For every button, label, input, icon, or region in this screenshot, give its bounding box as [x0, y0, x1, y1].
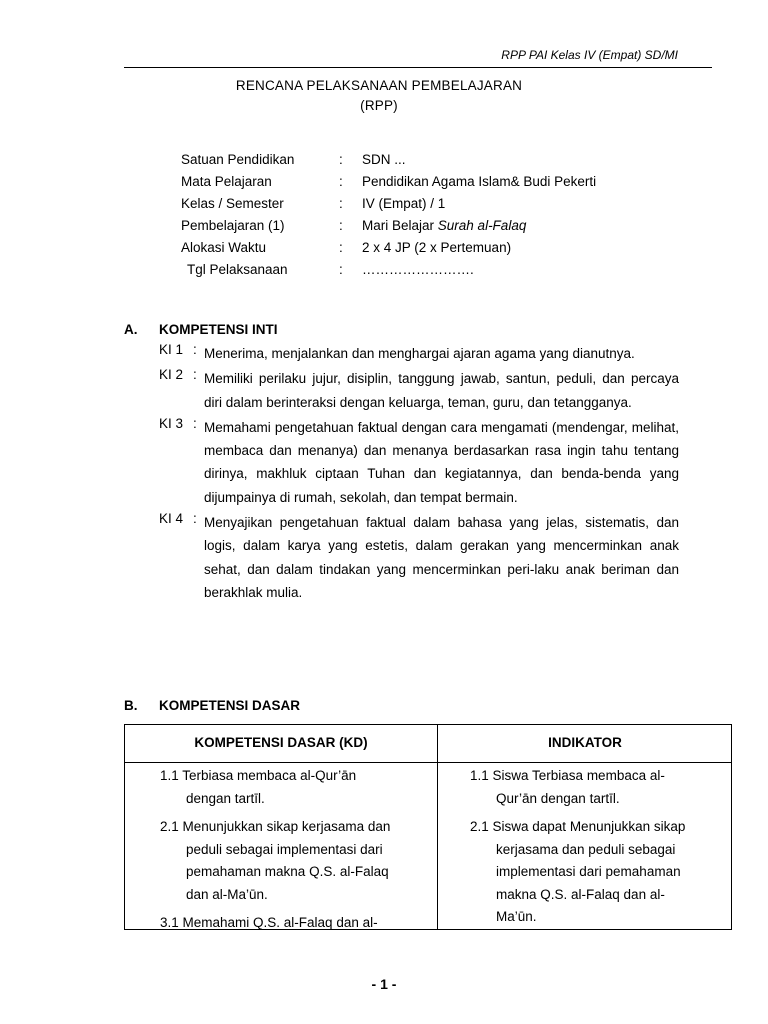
kompetensi-dasar-table — [124, 724, 732, 930]
identity-colon: : — [339, 240, 343, 255]
ki-item — [159, 511, 679, 604]
ki-colon: : — [193, 342, 197, 357]
identity-value: SDN ... — [362, 152, 406, 167]
section-a-heading — [124, 322, 278, 337]
document-title — [124, 76, 634, 116]
section-title: KOMPETENSI INTI — [159, 322, 278, 337]
ki-colon: : — [193, 367, 197, 383]
indikator-entry — [470, 816, 715, 929]
section-title: KOMPETENSI DASAR — [159, 698, 301, 713]
ki-text: Memiliki perilaku jujur, disiplin, tanggung jawab, santun, peduli, dan percaya diri dalam berinteraksi dengan keluarga, teman, guru, dan tetangganya. — [204, 371, 679, 410]
title-line-1: RENCANA PELAKSANAAN PEMBELAJARAN — [235, 78, 523, 93]
identity-label: Satuan Pendidikan — [181, 152, 295, 167]
page-number: - 1 - — [371, 976, 397, 992]
section-letter: B. — [124, 698, 138, 713]
indikator-entry-line: makna Q.S. al-Falaq dan al- — [496, 886, 665, 902]
title-line-2: (RPP) — [360, 98, 398, 113]
kd-entry — [160, 912, 425, 930]
identity-value: ……………………. — [362, 262, 474, 277]
indikator-entry-line: Qur’ān dengan tartīl. — [496, 790, 620, 806]
identity-value: 2 x 4 JP (2 x Pertemuan) — [362, 240, 512, 255]
kd-entry-line: peduli sebagai implementasi dari — [186, 841, 383, 857]
ki-label: KI 2 — [159, 367, 184, 383]
identity-value-plain: Mari Belajar — [362, 218, 438, 233]
identity-label: Alokasi Waktu — [181, 240, 267, 255]
ki-label: KI 1 — [159, 342, 184, 357]
ki-item — [159, 342, 679, 365]
indikator-column — [470, 765, 715, 930]
kd-column — [160, 765, 425, 930]
kd-entry — [160, 765, 425, 810]
identity-colon: : — [339, 262, 343, 277]
identity-value — [362, 215, 526, 237]
identity-label: Kelas / Semester — [181, 196, 284, 211]
identity-colon: : — [339, 218, 343, 233]
identity-value-italic: Surah al-Falaq — [437, 218, 527, 233]
table-header-row — [125, 725, 731, 763]
indikator-entry — [470, 765, 715, 810]
kd-entry-line: 1.1 Terbiasa membaca al-Qur’ān — [160, 768, 357, 783]
identity-colon: : — [339, 196, 343, 211]
kd-entry — [160, 816, 425, 906]
identity-label: Tgl Pelaksanaan — [187, 262, 288, 277]
indikator-entry-line: implementasi dari pemahaman — [496, 864, 681, 879]
ki-label: KI 3 — [159, 415, 184, 431]
kompetensi-inti-list — [159, 342, 679, 606]
header-rule — [124, 67, 712, 68]
ki-label: KI 4 — [159, 511, 184, 527]
ki-text: Menerima, menjalankan dan menghargai ajaran agama yang dianutnya. — [204, 346, 635, 361]
kd-entry-line: dan al-Ma’ūn. — [186, 886, 268, 902]
ki-item — [159, 416, 679, 509]
section-b-heading — [124, 698, 300, 713]
identity-value: IV (Empat) / 1 — [362, 196, 446, 211]
kd-entry-line: pemahaman makna Q.S. al-Falaq — [186, 864, 389, 879]
ki-colon: : — [193, 511, 197, 527]
identity-value: Pendidikan Agama Islam& Budi Pekerti — [362, 174, 597, 189]
kd-entry-line: 3.1 Memahami Q.S. al-Falaq dan al- — [160, 915, 378, 930]
ki-item — [159, 367, 679, 414]
identity-label: Mata Pelajaran — [181, 174, 272, 189]
identity-label: Pembelajaran (1) — [181, 218, 285, 233]
kd-entry-line: 2.1 Menunjukkan sikap kerjasama dan — [160, 819, 391, 834]
ki-colon: : — [193, 415, 197, 431]
running-header: RPP PAI Kelas IV (Empat) SD/MI — [501, 48, 678, 62]
indikator-entry-line: Ma’ūn. — [496, 909, 537, 924]
kd-entry-line: dengan tartīl. — [186, 790, 265, 806]
identity-colon: : — [339, 152, 343, 167]
identity-colon: : — [339, 174, 343, 189]
ki-text: Menyajikan pengetahuan faktual dalam bahasa yang jelas, sistematis, dan logis, dalam karya yang estetis, dalam gerakan yang mencerminkan anak sehat, dan dalam tindakan yang mencerminkan peri-laku anak beriman dan berakhlak mulia. — [204, 515, 679, 600]
indikator-entry-line: 1.1 Siswa Terbiasa membaca al- — [470, 768, 665, 783]
indikator-entry-line: kerjasama dan peduli sebagai — [496, 841, 676, 857]
table-header-indikator: INDIKATOR — [548, 735, 622, 750]
ki-text: Memahami pengetahuan faktual dengan cara mengamati (mendengar, melihat, membaca dan menanya) dan menanya berdasarkan rasa ingin tahu tentang dirinya, makhluk ciptaan Tuhan dan kegiatannya, dan benda-benda yang dijumpainya di rumah, sekolah, dan tempat bermain. — [204, 419, 679, 505]
table-header-kd: KOMPETENSI DASAR (KD) — [194, 735, 368, 750]
indikator-entry-line: 2.1 Siswa dapat Menunjukkan sikap — [470, 819, 686, 834]
section-letter: A. — [124, 322, 138, 337]
